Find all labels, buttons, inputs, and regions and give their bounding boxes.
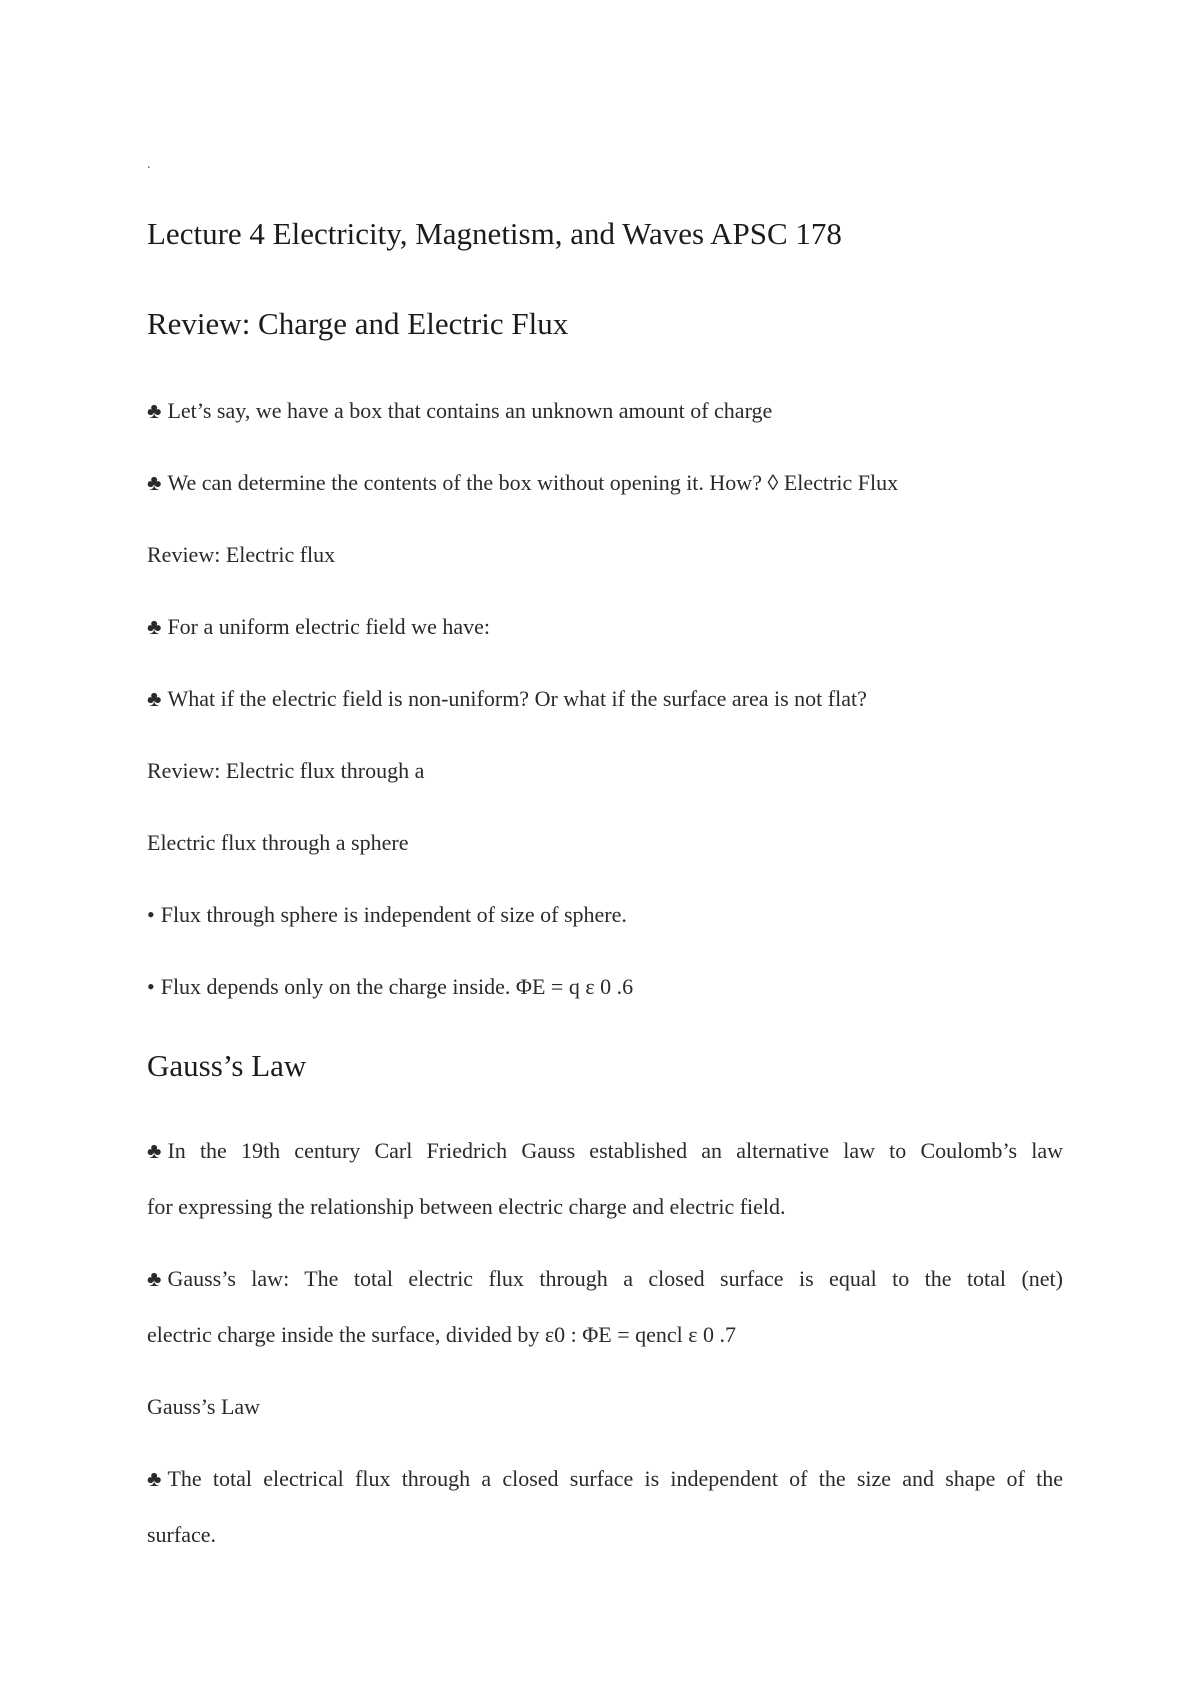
section-heading-review-charge-flux: Review: Charge and Electric Flux [147,306,569,341]
dot-bullet-paragraph-size [147,904,627,926]
subheading-flux-through-a: Review: Electric flux through a [147,758,425,783]
club-bullet-icon: ♣ [147,1466,162,1491]
document-title: Lecture 4 Electricity, Magnetism, and Waves APSC 178 [147,216,842,251]
club-bullet-icon: ♣ [147,686,162,711]
paragraph-total-flux-line2: surface. [147,1522,217,1547]
bullet-paragraph-gauss-law-line1 [147,1268,1063,1290]
paragraph-text: Gauss’s law: The total electric flux through a closed surface is equal to the total (net) [167,1266,1063,1291]
club-bullet-icon: ♣ [147,1266,162,1291]
paragraph-text: Let’s say, we have a box that contains an unknown amount of charge [167,398,773,423]
club-bullet-icon: ♣ [147,614,162,639]
paragraph-text: Flux through sphere is independent of size of sphere. [160,902,627,927]
bullet-paragraph-uniform-field [147,616,490,638]
club-bullet-icon: ♣ [147,470,162,495]
page-marker: . [147,157,151,172]
club-bullet-icon: ♣ [147,1138,162,1163]
club-bullet-icon: ♣ [147,398,162,423]
paragraph-text: In the 19th century Carl Friedrich Gauss established an alternative law to Coulomb’s law [167,1138,1063,1163]
paragraph-text: The total electrical flux through a closed surface is independent of the size and shape of the [167,1466,1063,1491]
paragraph-text: We can determine the contents of the box without opening it. How? ◊ Electric Flux [167,470,899,495]
paragraph-text: For a uniform electric field we have: [167,614,490,639]
paragraph-gauss-law-line2: electric charge inside the surface, divided by ε0 : ΦE = qencl ε 0 .7 [147,1322,737,1347]
paragraph-gauss-history-line2: for expressing the relationship between electric charge and electric field. [147,1194,786,1219]
bullet-paragraph-non-uniform [147,688,867,710]
subheading-review-electric-flux: Review: Electric flux [147,542,336,567]
dot-bullet-icon: • [147,974,155,999]
paragraph-text: What if the electric field is non-uniform? Or what if the surface area is not flat? [167,686,867,711]
paragraph-text: Flux depends only on the charge inside. ΦE = q ε 0 .6 [160,974,634,999]
dot-bullet-paragraph-charge-inside [147,976,633,998]
bullet-paragraph-box-charge [147,400,772,422]
dot-bullet-icon: • [147,902,155,927]
bullet-paragraph-total-flux-line1 [147,1468,1063,1490]
subheading-gauss-law: Gauss’s Law [147,1394,261,1419]
bullet-paragraph-box-contents [147,472,898,494]
subheading-flux-sphere: Electric flux through a sphere [147,830,409,855]
bullet-paragraph-gauss-history-line1 [147,1140,1063,1162]
section-heading-gauss-law: Gauss’s Law [147,1048,307,1083]
